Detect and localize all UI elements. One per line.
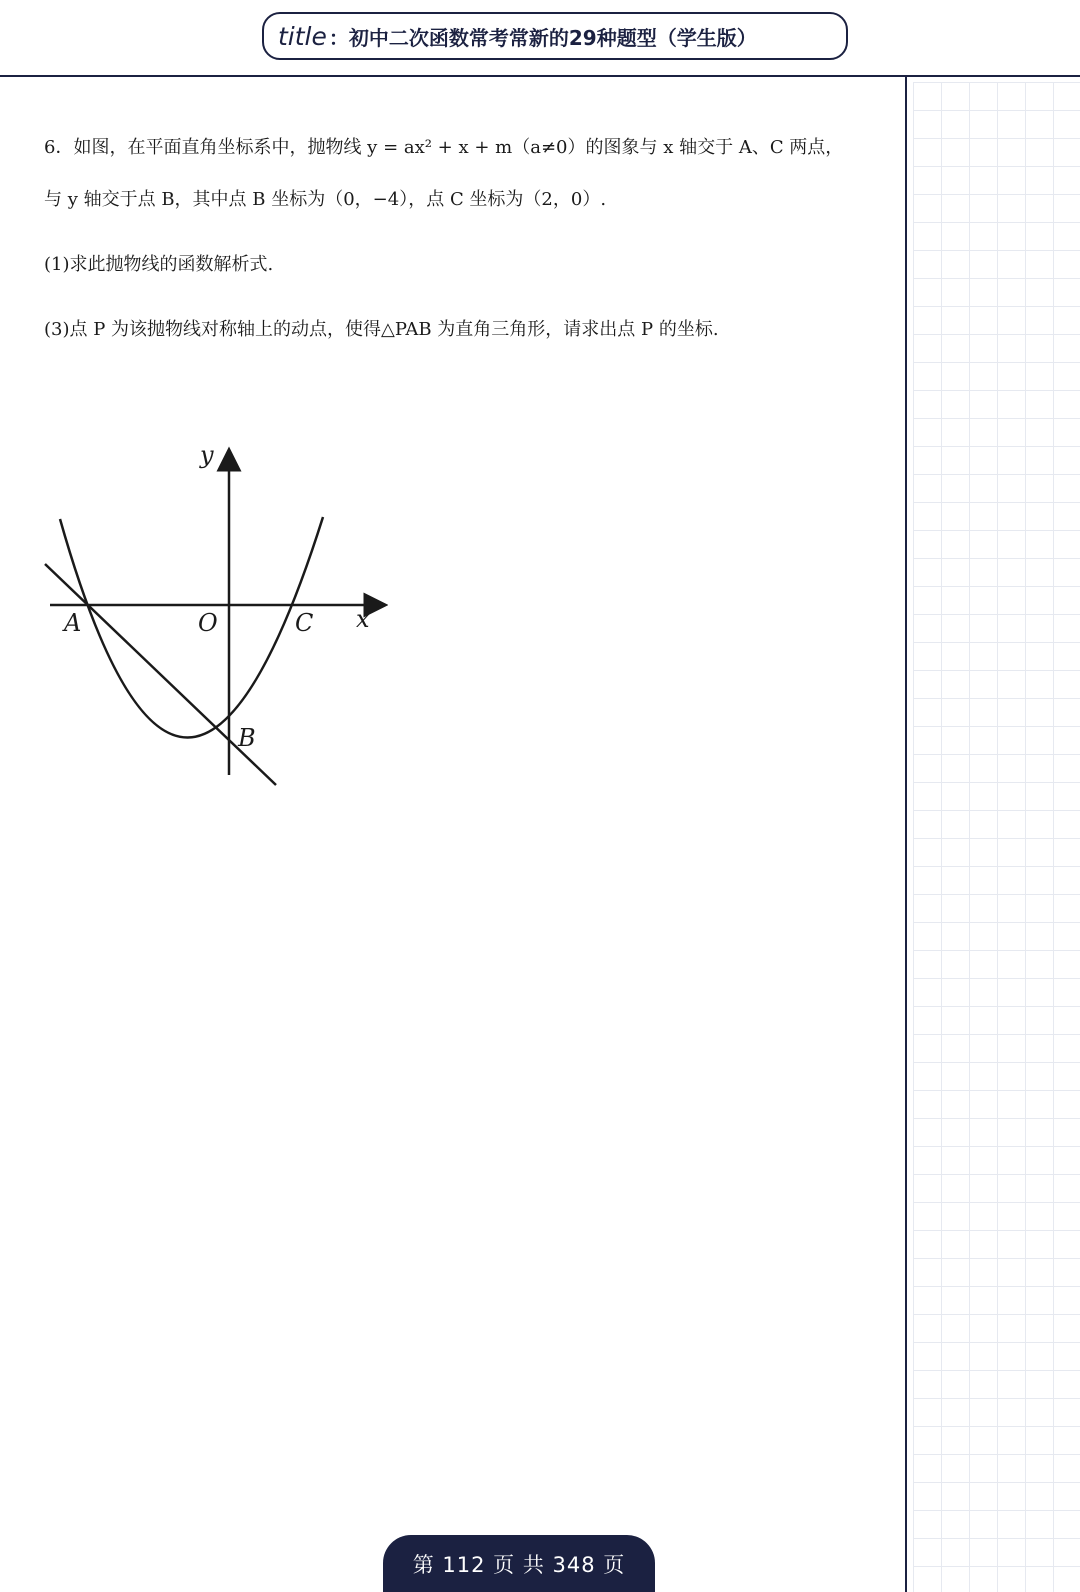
margin-divider bbox=[905, 75, 907, 1592]
notes-grid-panel bbox=[913, 82, 1080, 1592]
document-title-banner bbox=[262, 12, 848, 60]
header-divider bbox=[0, 75, 1080, 77]
point-b-label: B bbox=[238, 724, 256, 752]
coordinate-figure bbox=[38, 445, 388, 795]
problem-statement-line-1: 6．如图，在平面直角坐标系中，抛物线 y = ax² + x + m（a≠0）的图象与 x 轴交于 A、C 两点， bbox=[44, 137, 844, 158]
point-a-label: A bbox=[64, 609, 82, 637]
origin-label: O bbox=[198, 609, 218, 637]
y-axis-label: y bbox=[200, 445, 214, 469]
point-c-label: C bbox=[295, 609, 314, 637]
question-part-3: (3)点 P 为该抛物线对称轴上的动点，使得△PAB 为直角三角形，请求出点 P 的坐标. bbox=[44, 319, 719, 340]
title-label: title bbox=[278, 21, 327, 51]
problem-statement-line-2: 与 y 轴交于点 B，其中点 B 坐标为（0，−4），点 C 坐标为（2，0）. bbox=[44, 189, 607, 210]
question-part-1: (1)求此抛物线的函数解析式. bbox=[44, 254, 274, 275]
page-number-badge: 第 112 页 共 348 页 bbox=[383, 1535, 655, 1592]
x-axis-label: x bbox=[356, 605, 370, 633]
title-text: ：初中二次函数常考常新的29种题型（学生版） bbox=[328, 25, 757, 50]
